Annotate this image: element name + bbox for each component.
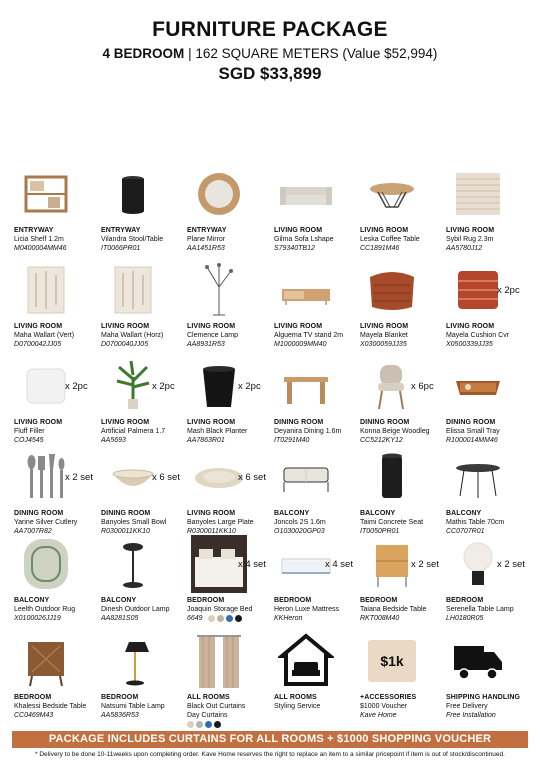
quantity-label: x 2pc [497,285,520,296]
color-swatches [187,721,221,728]
product-code: AA7863R01 [187,437,225,444]
voucher-icon [364,632,420,690]
bedrooms-label: 4 BEDROOM [102,46,185,61]
product-code: S79340TB12 [274,245,315,252]
product-name: Natsumi Table Lamp [101,703,165,710]
product-item [442,165,532,253]
room-label: BEDROOM [14,694,52,701]
quantity-label: x 4 set [325,559,353,570]
delivery-footnote: * Delivery to be done 10-11weeks upon completing order. Kave Home reserves the right to replace an item to a similar pricepoint if item is out of stock/discontinued. [35,751,505,758]
shelf-icon [18,165,74,223]
product-item [270,448,360,536]
product-code: O1030020GP03 [274,528,325,535]
quantity-label: x 6 set [238,472,266,483]
color-swatch [217,615,224,622]
color-swatch [205,721,212,728]
product-grid [10,165,535,720]
product-item [442,448,532,536]
product-item [97,632,187,720]
product-code: R0300011KK10 [101,528,150,535]
product-name: Joaquin Storage Bed [187,606,253,613]
product-code: X0500339JJ35 [446,341,493,348]
product-item [10,165,100,253]
product-code: M0400004MM46 [14,245,67,252]
product-name: Banyoles Small Bowl [101,519,167,526]
room-label: DINING ROOM [101,510,151,517]
quantity-label: x 2pc [65,381,88,392]
product-item [97,165,187,253]
outdoor-rug-icon [18,535,74,593]
quantity-label: x 2pc [238,381,261,392]
product-code: IT0050PR01 [360,528,400,535]
room-label: ENTRYWAY [14,227,54,234]
package-subtitle [0,46,540,61]
product-code: X0300059JJ35 [360,341,407,348]
product-code: AA8931R53 [187,341,225,348]
product-name: Free Delivery [446,703,488,710]
color-swatches [187,615,242,622]
concrete-seat-icon [364,448,420,506]
room-label: DINING ROOM [446,419,496,426]
product-item [183,261,273,349]
product-item [10,261,100,349]
coffee-table-icon [364,165,420,223]
product-name: Mayela Cushion Cvr [446,332,510,339]
room-label: BALCONY [101,597,137,604]
outdoor-lamp-icon [105,535,161,593]
blanket-icon [364,261,420,319]
quantity-label: x 6 set [152,472,180,483]
room-label: DINING ROOM [274,419,324,426]
product-item [356,448,446,536]
voucher-badge: $1k [380,653,404,669]
product-item [10,632,100,720]
product-code: AA8281S05 [101,615,139,622]
product-name: Banyoles Large Plate [187,519,254,526]
product-code: M1000009MM40 [274,341,327,348]
color-swatch [208,615,215,622]
quantity-label: x 4 set [238,559,266,570]
product-name: Leska Coffee Table [360,236,420,243]
product-name: Maha Wallart (Vert) [14,332,75,339]
room-label: BALCONY [360,510,396,517]
color-swatch [196,721,203,728]
wallart-icon [18,261,74,319]
room-label: SHIPPING HANDLING [446,694,521,701]
product-code: RKT008M40 [360,615,400,622]
quantity-label: x 2 set [497,559,525,570]
color-swatch [187,721,194,728]
room-label: BALCONY [274,510,310,517]
product-code: CC0707R01 [446,528,485,535]
room-label: LIVING ROOM [187,419,236,426]
mirror-icon [191,165,247,223]
stool-icon [105,165,161,223]
room-label: LIVING ROOM [360,323,409,330]
product-item [270,261,360,349]
product-code: X0100026JJ19 [14,615,61,622]
wallart-icon [105,261,161,319]
product-item [183,632,273,720]
product-code: AA7007R82 [14,528,52,535]
product-name: Sybil Rug 2.3m [446,236,494,243]
page-title: FURNITURE PACKAGE [152,18,388,41]
product-item [442,261,532,349]
product-item [270,632,360,720]
product-item [270,357,360,445]
product-item [270,165,360,253]
product-code: COJ4545 [14,437,44,444]
product-name: Mash Black Planter [187,428,248,435]
floor-lamp-icon [191,261,247,319]
product-code: AA5836R53 [101,712,139,719]
room-label: LIVING ROOM [446,227,495,234]
product-item [442,535,532,623]
tv-stand-icon [278,261,334,319]
product-name: Taiana Bedside Table [360,606,427,613]
color-swatch [214,721,221,728]
room-label: ALL ROOMS [187,694,230,701]
product-name: Mathis Table 70cm [446,519,505,526]
product-name: Taimi Concrete Seat [360,519,424,526]
room-label: DINING ROOM [360,419,410,426]
product-code: R1000014MM46 [446,437,498,444]
product-item [10,448,100,536]
room-label: LIVING ROOM [14,419,63,426]
product-item [270,535,360,623]
quantity-label: x 2 set [411,559,439,570]
product-item [10,535,100,623]
room-label: BEDROOM [101,694,139,701]
product-name: Dinesh Outdoor Lamp [101,606,170,613]
header [0,18,540,84]
product-name: Plane Mirror [187,236,226,243]
product-code: CC5212KY12 [360,437,403,444]
product-item [183,357,273,445]
room-label: LIVING ROOM [187,323,236,330]
package-banner: PACKAGE INCLUDES CURTAINS FOR ALL ROOMS + $1000 SHOPPING VOUCHER [12,731,528,748]
room-label: LIVING ROOM [446,323,495,330]
product-code: LH0180R05 [446,615,484,622]
color-swatch [235,615,242,622]
product-name: Serenella Table Lamp [446,606,514,613]
tray-icon [450,357,506,415]
product-name: Maha Wallart (Horz) [101,332,164,339]
product-item [356,165,446,253]
product-name: Clemence Lamp [187,332,238,339]
package-details: | 162 SQUARE METERS (Value $52,994) [184,46,438,61]
room-label: BEDROOM [446,597,484,604]
product-item [356,261,446,349]
product-code: IT0066PR01 [101,245,141,252]
dining-table-icon [278,357,334,415]
product-code: R0300011KK10 [187,528,236,535]
room-label: BALCONY [446,510,482,517]
product-code: Kave Home [360,712,397,719]
product-name: Yarine Silver Cutlery [14,519,78,526]
room-label: LIVING ROOM [101,323,150,330]
truck-icon [450,632,506,690]
product-name: $1000 Voucher [360,703,408,710]
product-name: Leelth Outdoor Rug [14,606,76,613]
product-name: Vilandra Stool/Table [101,236,164,243]
product-item [356,535,446,623]
room-label: ALL ROOMS [274,694,317,701]
product-code: Day Curtains [187,712,228,719]
quantity-label: x 2pc [152,381,175,392]
product-code: IT0291M40 [274,437,310,444]
product-item [356,632,446,720]
room-label: LIVING ROOM [101,419,150,426]
product-name: Alguema TV stand 2m [274,332,344,339]
room-label: +ACCESSORIES [360,694,417,701]
product-item [97,261,187,349]
product-name: Konna Beige Woodleg [360,428,430,435]
room-label: BEDROOM [187,597,225,604]
room-label: LIVING ROOM [360,227,409,234]
product-item [356,357,446,445]
product-code: D0700040JJ05 [101,341,149,348]
product-code: AA5780J12 [446,245,483,252]
product-code: CC0469M43 [14,712,54,719]
product-name: Fluff Filler [14,428,45,435]
room-label: BALCONY [14,597,50,604]
wood-bedside-icon [18,632,74,690]
round-table-icon [450,448,506,506]
product-code: D0700042JJ05 [14,341,62,348]
product-name: Gilma Sofa Lshape [274,236,334,243]
room-label: LIVING ROOM [14,323,63,330]
product-item [97,357,187,445]
product-name: Styling Service [274,703,321,710]
outdoor-sofa-icon [278,448,334,506]
package-price: SGD $33,899 [218,64,322,83]
room-label: LIVING ROOM [274,323,323,330]
product-code: KKHeron [274,615,303,622]
product-name: Khalessi Bedside Table [14,703,87,710]
curtains-icon [191,632,247,690]
product-item [183,448,273,536]
room-label: LIVING ROOM [187,510,236,517]
product-name: Artificial Palmera 1.7 [101,428,166,435]
product-item [183,165,273,253]
color-swatch [226,615,233,622]
product-name: Joncols 2S 1.6m [274,519,326,526]
product-name: Mayela Blanket [360,332,408,339]
room-label: DINING ROOM [14,510,64,517]
house-sofa-icon [278,632,334,690]
product-code: 6649 [187,615,203,622]
room-label: LIVING ROOM [274,227,323,234]
product-item [442,357,532,445]
product-code: AA5693 [101,437,126,444]
product-item [97,448,187,536]
product-item [442,632,532,720]
product-name: Black Out Curtains [187,703,246,710]
product-name: Elissa Small Tray [446,428,500,435]
desk-lamp-icon [105,632,161,690]
product-item [183,535,273,623]
room-label: ENTRYWAY [101,227,141,234]
room-label: BEDROOM [360,597,398,604]
quantity-label: x 6pc [411,381,434,392]
room-label: BEDROOM [274,597,312,604]
product-name: Licia Shelf 1.2m [14,236,64,243]
product-code: AA1451R53 [187,245,225,252]
product-code: Free Installation [446,712,496,719]
rug-icon [450,165,506,223]
quantity-label: x 2 set [65,472,93,483]
product-name: Heron Luxe Mattress [274,606,339,613]
sofa-icon [278,165,334,223]
room-label: ENTRYWAY [187,227,227,234]
product-item [10,357,100,445]
product-code: CC1891M46 [360,245,400,252]
product-item [97,535,187,623]
product-name: Deyanira Dining 1.6m [274,428,342,435]
